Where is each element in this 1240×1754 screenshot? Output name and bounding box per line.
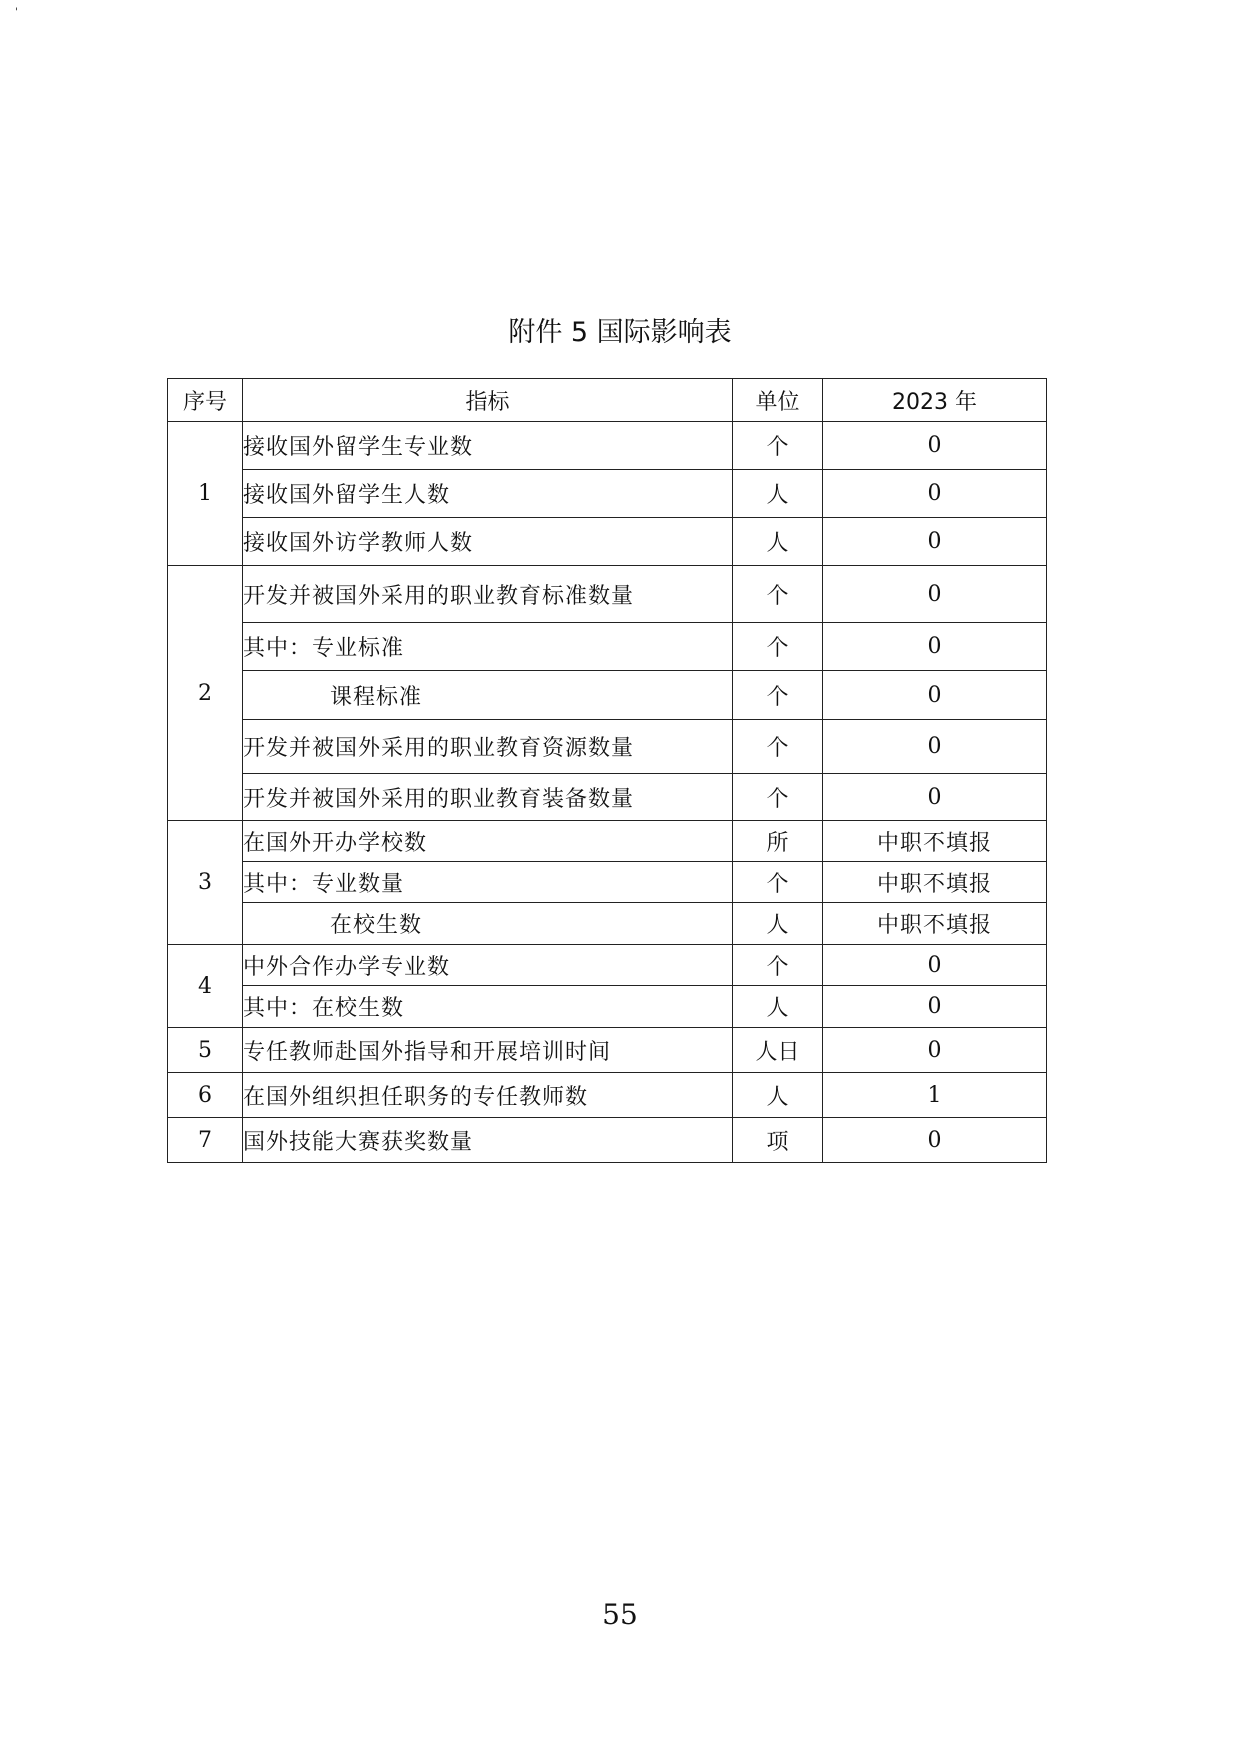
table-row <box>168 720 1047 774</box>
indicator-cell: 其中：专业标准 <box>243 623 733 671</box>
unit-cell: 人 <box>733 518 823 566</box>
unit-cell: 项 <box>733 1118 823 1163</box>
value-cell: 中职不填报 <box>823 821 1047 862</box>
indicator-cell: 开发并被国外采用的职业教育装备数量 <box>243 774 733 821</box>
seq-cell: 7 <box>168 1118 243 1163</box>
table-row <box>168 945 1047 986</box>
value-cell: 0 <box>823 566 1047 623</box>
unit-cell: 个 <box>733 774 823 821</box>
indicator-cell: 在国外开办学校数 <box>243 821 733 862</box>
value-cell: 1 <box>823 1073 1047 1118</box>
value-cell: 0 <box>823 774 1047 821</box>
value-cell: 0 <box>823 470 1047 518</box>
seq-cell: 3 <box>168 821 243 945</box>
value-cell: 0 <box>823 945 1047 986</box>
value-cell: 0 <box>823 1118 1047 1163</box>
indicator-cell: 接收国外留学生人数 <box>243 470 733 518</box>
unit-cell: 人 <box>733 470 823 518</box>
document-title: 附件 5 国际影响表 <box>508 317 732 348</box>
table-row <box>168 623 1047 671</box>
value-cell: 中职不填报 <box>823 903 1047 945</box>
table-row <box>168 422 1047 470</box>
unit-cell: 人 <box>733 903 823 945</box>
seq-cell: 6 <box>168 1073 243 1118</box>
indicator-cell: 其中：专业数量 <box>243 862 733 903</box>
seq-cell: 4 <box>168 945 243 1028</box>
indicator-cell: 接收国外留学生专业数 <box>243 422 733 470</box>
unit-cell: 个 <box>733 945 823 986</box>
unit-cell: 人 <box>733 1073 823 1118</box>
value-cell: 中职不填报 <box>823 862 1047 903</box>
table-row <box>168 986 1047 1028</box>
value-cell: 0 <box>823 986 1047 1028</box>
unit-cell: 个 <box>733 623 823 671</box>
table-row <box>168 1028 1047 1073</box>
header-year: 2023 年 <box>823 379 1047 422</box>
international-impact-table <box>167 378 1047 1163</box>
indicator-cell: 国外技能大赛获奖数量 <box>243 1118 733 1163</box>
unit-cell: 个 <box>733 720 823 774</box>
table-row <box>168 518 1047 566</box>
unit-cell: 个 <box>733 671 823 720</box>
seq-cell: 5 <box>168 1028 243 1073</box>
value-cell: 0 <box>823 671 1047 720</box>
value-cell: 0 <box>823 518 1047 566</box>
table-row <box>168 1073 1047 1118</box>
indicator-cell: 专任教师赴国外指导和开展培训时间 <box>243 1028 733 1073</box>
seq-cell: 2 <box>168 566 243 821</box>
indicator-cell: 接收国外访学教师人数 <box>243 518 733 566</box>
table-row <box>168 862 1047 903</box>
table-row <box>168 1118 1047 1163</box>
indicator-cell: 其中：在校生数 <box>243 986 733 1028</box>
value-cell: 0 <box>823 422 1047 470</box>
value-cell: 0 <box>823 1028 1047 1073</box>
indicator-cell: 中外合作办学专业数 <box>243 945 733 986</box>
indicator-cell: 在国外组织担任职务的专任教师数 <box>243 1073 733 1118</box>
seq-cell: 1 <box>168 422 243 566</box>
corner-mark: ' <box>15 7 18 18</box>
indicator-cell: 课程标准 <box>243 671 733 720</box>
table-row <box>168 774 1047 821</box>
header-indicator: 指标 <box>243 379 733 422</box>
unit-cell: 个 <box>733 862 823 903</box>
unit-cell: 所 <box>733 821 823 862</box>
value-cell: 0 <box>823 720 1047 774</box>
table-row <box>168 566 1047 623</box>
unit-cell: 人 <box>733 986 823 1028</box>
header-unit: 单位 <box>733 379 823 422</box>
table-row <box>168 821 1047 862</box>
unit-cell: 个 <box>733 566 823 623</box>
table-row <box>168 671 1047 720</box>
table-header-row <box>168 379 1047 422</box>
unit-cell: 个 <box>733 422 823 470</box>
header-seq: 序号 <box>168 379 243 422</box>
indicator-cell: 开发并被国外采用的职业教育标准数量 <box>243 566 733 623</box>
value-cell: 0 <box>823 623 1047 671</box>
unit-cell: 人日 <box>733 1028 823 1073</box>
table-row <box>168 903 1047 945</box>
page-number: 55 <box>602 1598 638 1631</box>
table-row <box>168 470 1047 518</box>
indicator-cell: 开发并被国外采用的职业教育资源数量 <box>243 720 733 774</box>
indicator-cell: 在校生数 <box>243 903 733 945</box>
